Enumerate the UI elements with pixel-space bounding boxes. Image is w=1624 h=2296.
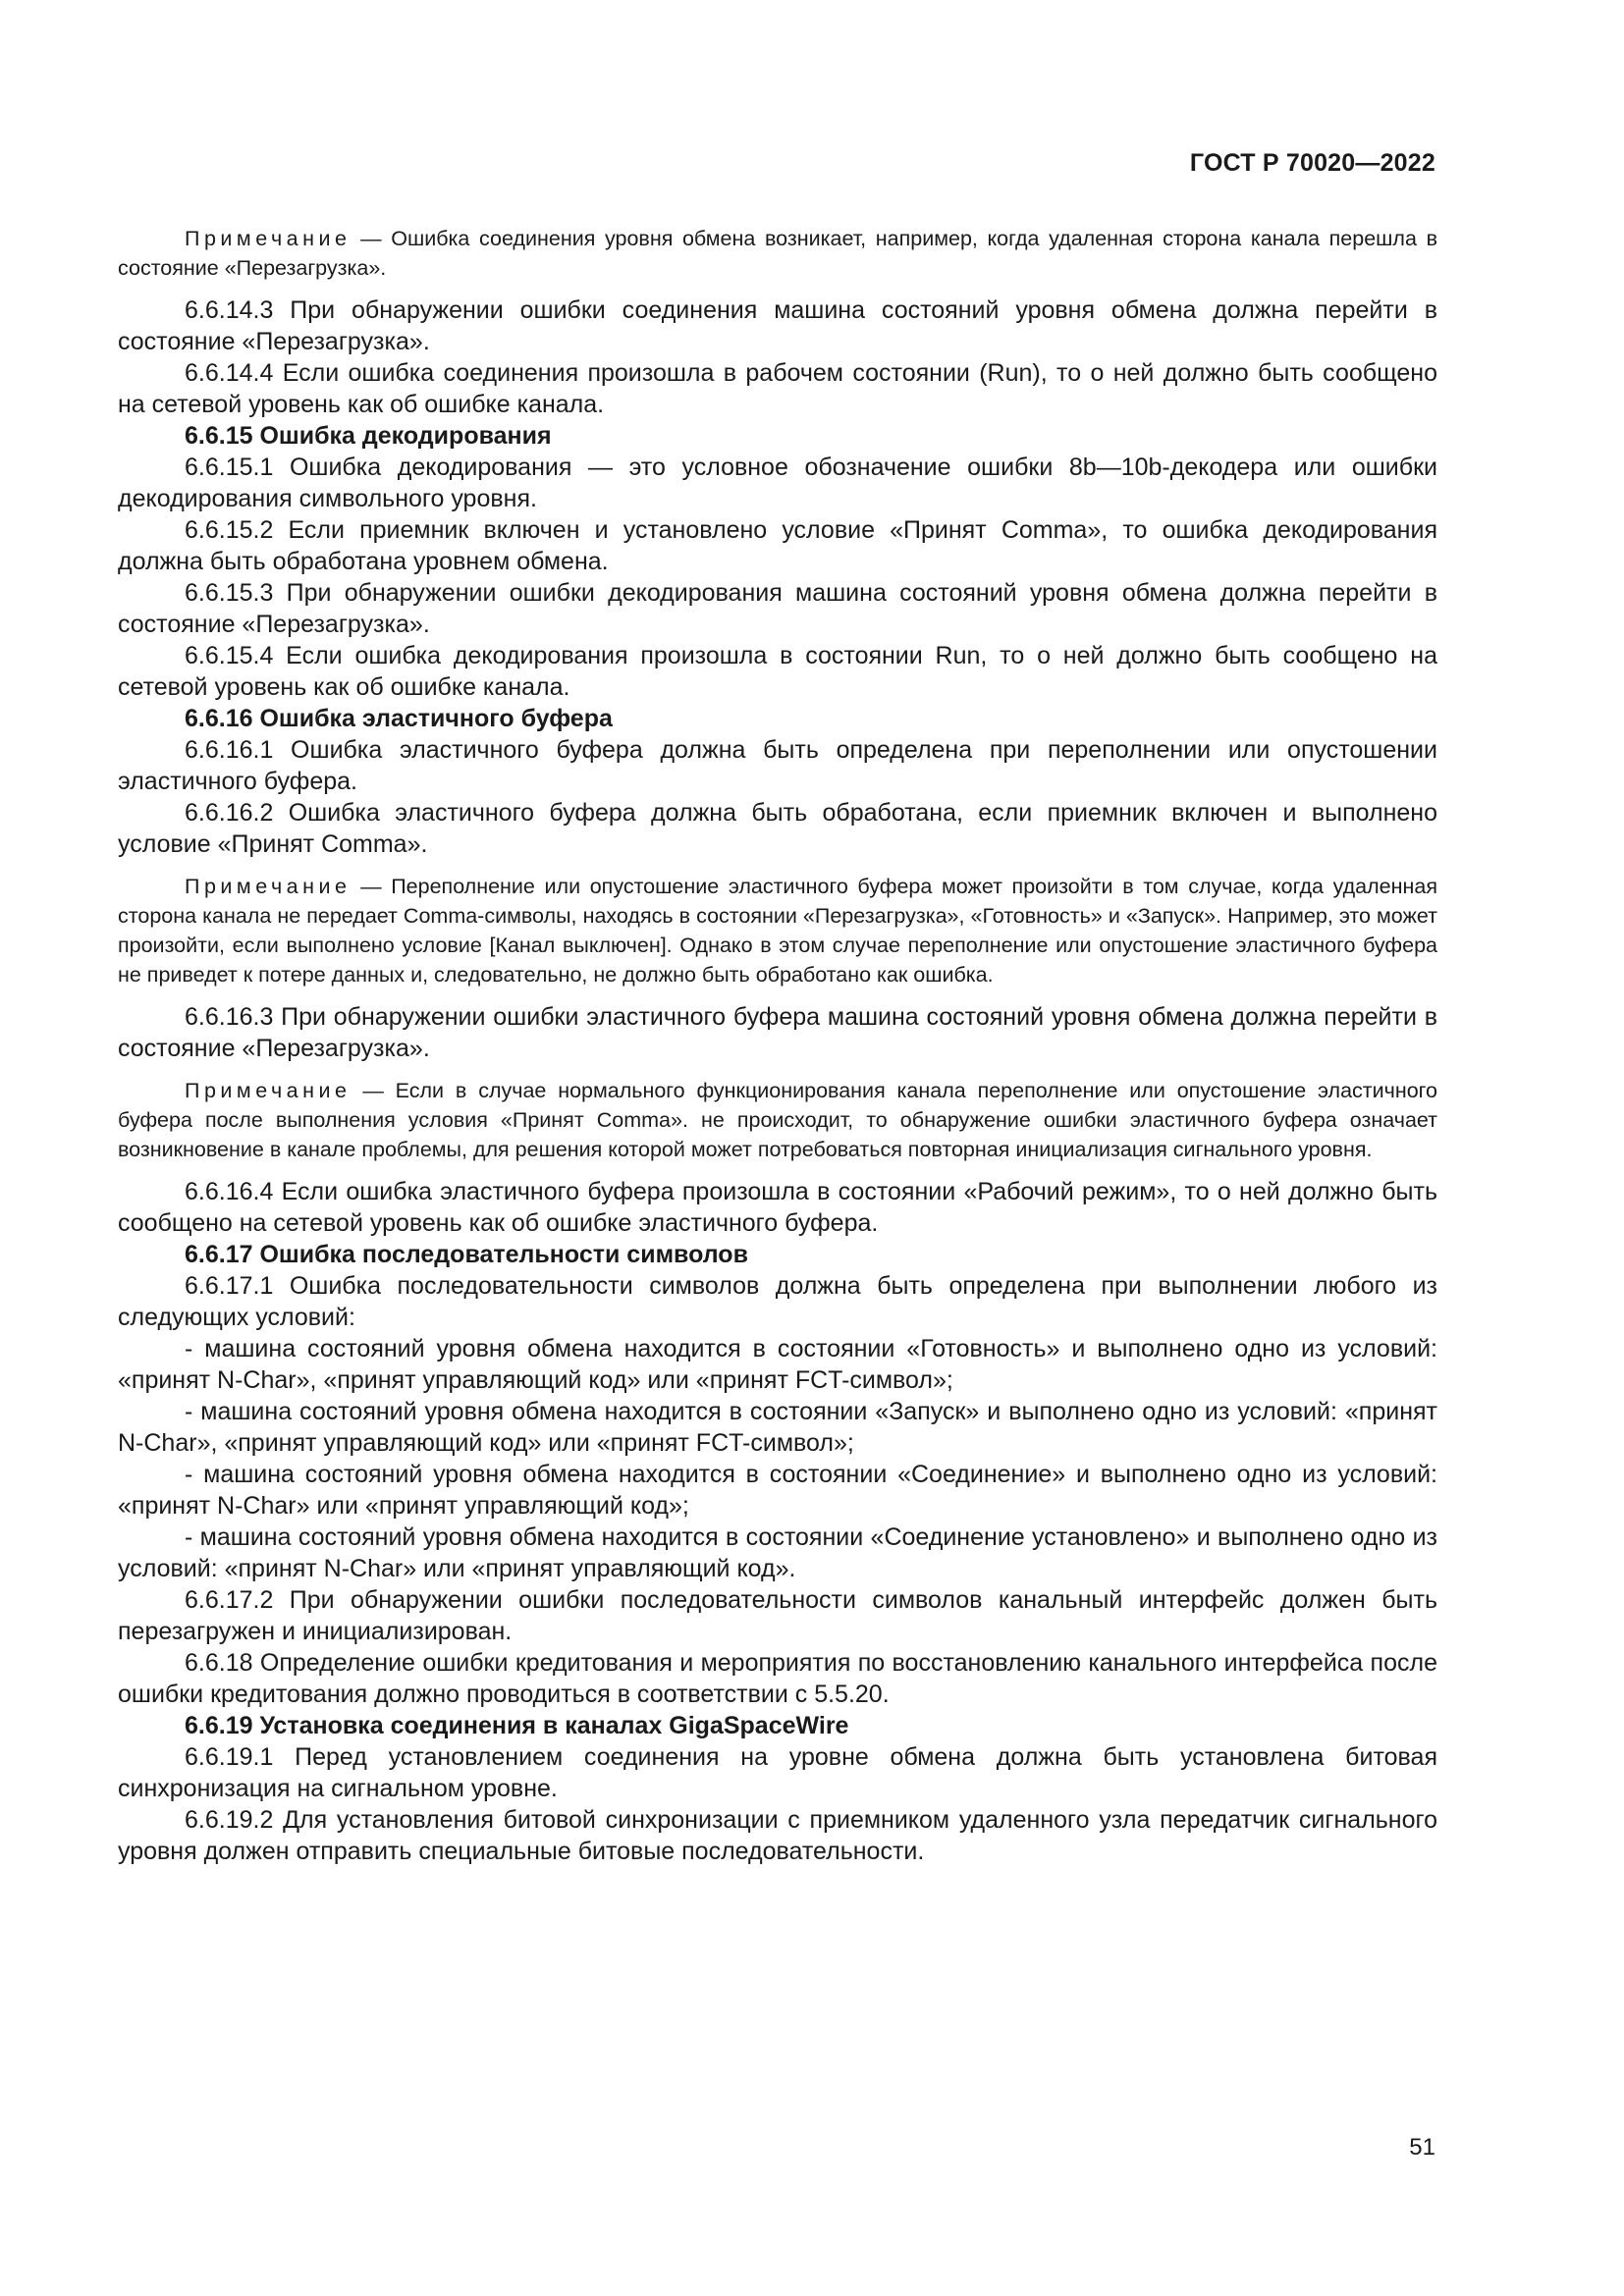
body-paragraph: 6.6.15.4 Если ошибка декодирования произошла в состоянии Run, то о ней должно быть сообщено на сетевой уровень как об ошибке канала. bbox=[118, 642, 1437, 701]
body-paragraph: 6.6.16.2 Ошибка эластичного буфера должна быть обработана, если приемник включен и выполнено условие «Принят Comma». bbox=[118, 799, 1437, 858]
body-paragraph: 6.6.15.2 Если приемник включен и установлено условие «Принят Comma», то ошибка декодирования должна быть обработана уровнем обмена. bbox=[118, 516, 1437, 575]
body-paragraph: 6.6.17.2 При обнаружении ошибки последовательности символов канальный интерфейс должен быть перезагружен и инициализирован. bbox=[118, 1586, 1437, 1645]
body-paragraph: - машина состояний уровня обмена находится в состоянии «Соединение установлено» и выполнено одно из условий: «принят N-Char» или «принят управляющий код». bbox=[118, 1523, 1437, 1582]
body-paragraph: 6.6.16.3 При обнаружении ошибки эластичного буфера машина состояний уровня обмена должна перейти в состояние «Перезагрузка». bbox=[118, 1003, 1437, 1062]
standard-designation: ГОСТ Р 70020—2022 bbox=[1189, 149, 1435, 177]
body-paragraph: 6.6.15.3 При обнаружении ошибки декодирования машина состояний уровня обмена должна перейти в состояние «Перезагрузка». bbox=[118, 579, 1437, 638]
section-heading: 6.6.15 Ошибка декодирования bbox=[185, 422, 552, 450]
body-paragraph: - машина состояний уровня обмена находится в состоянии «Готовность» и выполнено одно из условий: «принят N-Char», «принят управляющий код» или «принят FCT-символ»; bbox=[118, 1335, 1437, 1394]
note-label: Примечание bbox=[185, 1079, 352, 1102]
section-heading: 6.6.19 Установка соединения в каналах GigaSpaceWire bbox=[185, 1712, 849, 1739]
note-paragraph bbox=[118, 224, 1437, 283]
section-heading: 6.6.16 Ошибка эластичного буфера bbox=[185, 705, 613, 732]
body-paragraph: 6.6.19.1 Перед установлением соединения на уровне обмена должна быть установлена битовая синхронизация на сигнальном уровне. bbox=[118, 1743, 1437, 1802]
document-body bbox=[118, 224, 1437, 1867]
body-paragraph: 6.6.17.1 Ошибка последовательности символов должна быть определена при выполнении любого из следующих условий: bbox=[118, 1272, 1437, 1331]
note-paragraph bbox=[118, 872, 1437, 989]
note-text: — Если в случае нормального функционирования канала переполнение или опустошение эластичного буфера после выполнения условия «Принят Comma». не происходит, то обнаружение ошибки эластичного буфера означает возникновение в канале проблемы, для решения которой может потребоваться повторная инициализация сигнального уровня. bbox=[118, 1079, 1437, 1161]
body-paragraph: 6.6.15.1 Ошибка декодирования — это условное обозначение ошибки 8b—10b-декодера или ошибки декодирования символьного уровня. bbox=[118, 454, 1437, 512]
body-paragraph: - машина состояний уровня обмена находится в состоянии «Запуск» и выполнено одно из условий: «принят N-Char», «принят управляющий код» или «принят FCT-символ»; bbox=[118, 1398, 1437, 1457]
body-paragraph: 6.6.19.2 Для установления битовой синхронизации с приемником удаленного узла передатчик сигнального уровня должен отправить специальные битовые последовательности. bbox=[118, 1806, 1437, 1865]
note-text: — Переполнение или опустошение эластичного буфера может произойти в том случае, когда удаленная сторона канала не передает Comma-символы, находясь в состоянии «Перезагрузка», «Готовность» и «Запуск». Например, это может произойти, если выполнено условие [Канал выключен]. Однако в этом случае переполнение или опустошение эластичного буфера не приведет к потере данных и, следовательно, не должно быть обработано как ошибка. bbox=[118, 875, 1437, 987]
note-paragraph bbox=[118, 1076, 1437, 1164]
note-text: — Ошибка соединения уровня обмена возникает, например, когда удаленная сторона канала перешла в состояние «Перезагрузка». bbox=[118, 227, 1437, 280]
body-paragraph: - машина состояний уровня обмена находится в состоянии «Соединение» и выполнено одно из условий: «принят N-Char» или «принят управляющий код»; bbox=[118, 1461, 1437, 1520]
note-label: Примечание bbox=[185, 875, 352, 898]
body-paragraph: 6.6.14.4 Если ошибка соединения произошла в рабочем состоянии (Run), то о ней должно быть сообщено на сетевой уровень как об ошибке канала. bbox=[118, 359, 1437, 418]
section-heading: 6.6.17 Ошибка последовательности символов bbox=[185, 1241, 748, 1268]
body-paragraph: 6.6.16.1 Ошибка эластичного буфера должна быть определена при переполнении или опустошении эластичного буфера. bbox=[118, 736, 1437, 795]
body-paragraph: 6.6.18 Определение ошибки кредитования и мероприятия по восстановлению канального интерфейса после ошибки кредитования должно проводиться в соответствии с 5.5.20. bbox=[118, 1649, 1437, 1708]
note-label: Примечание bbox=[185, 227, 352, 250]
page-number: 51 bbox=[1409, 2134, 1435, 2161]
body-paragraph: 6.6.14.3 При обнаружении ошибки соединения машина состояний уровня обмена должна перейти в состояние «Перезагрузка». bbox=[118, 296, 1437, 355]
body-paragraph: 6.6.16.4 Если ошибка эластичного буфера произошла в состоянии «Рабочий режим», то о ней должно быть сообщено на сетевой уровень как об ошибке эластичного буфера. bbox=[118, 1178, 1437, 1237]
